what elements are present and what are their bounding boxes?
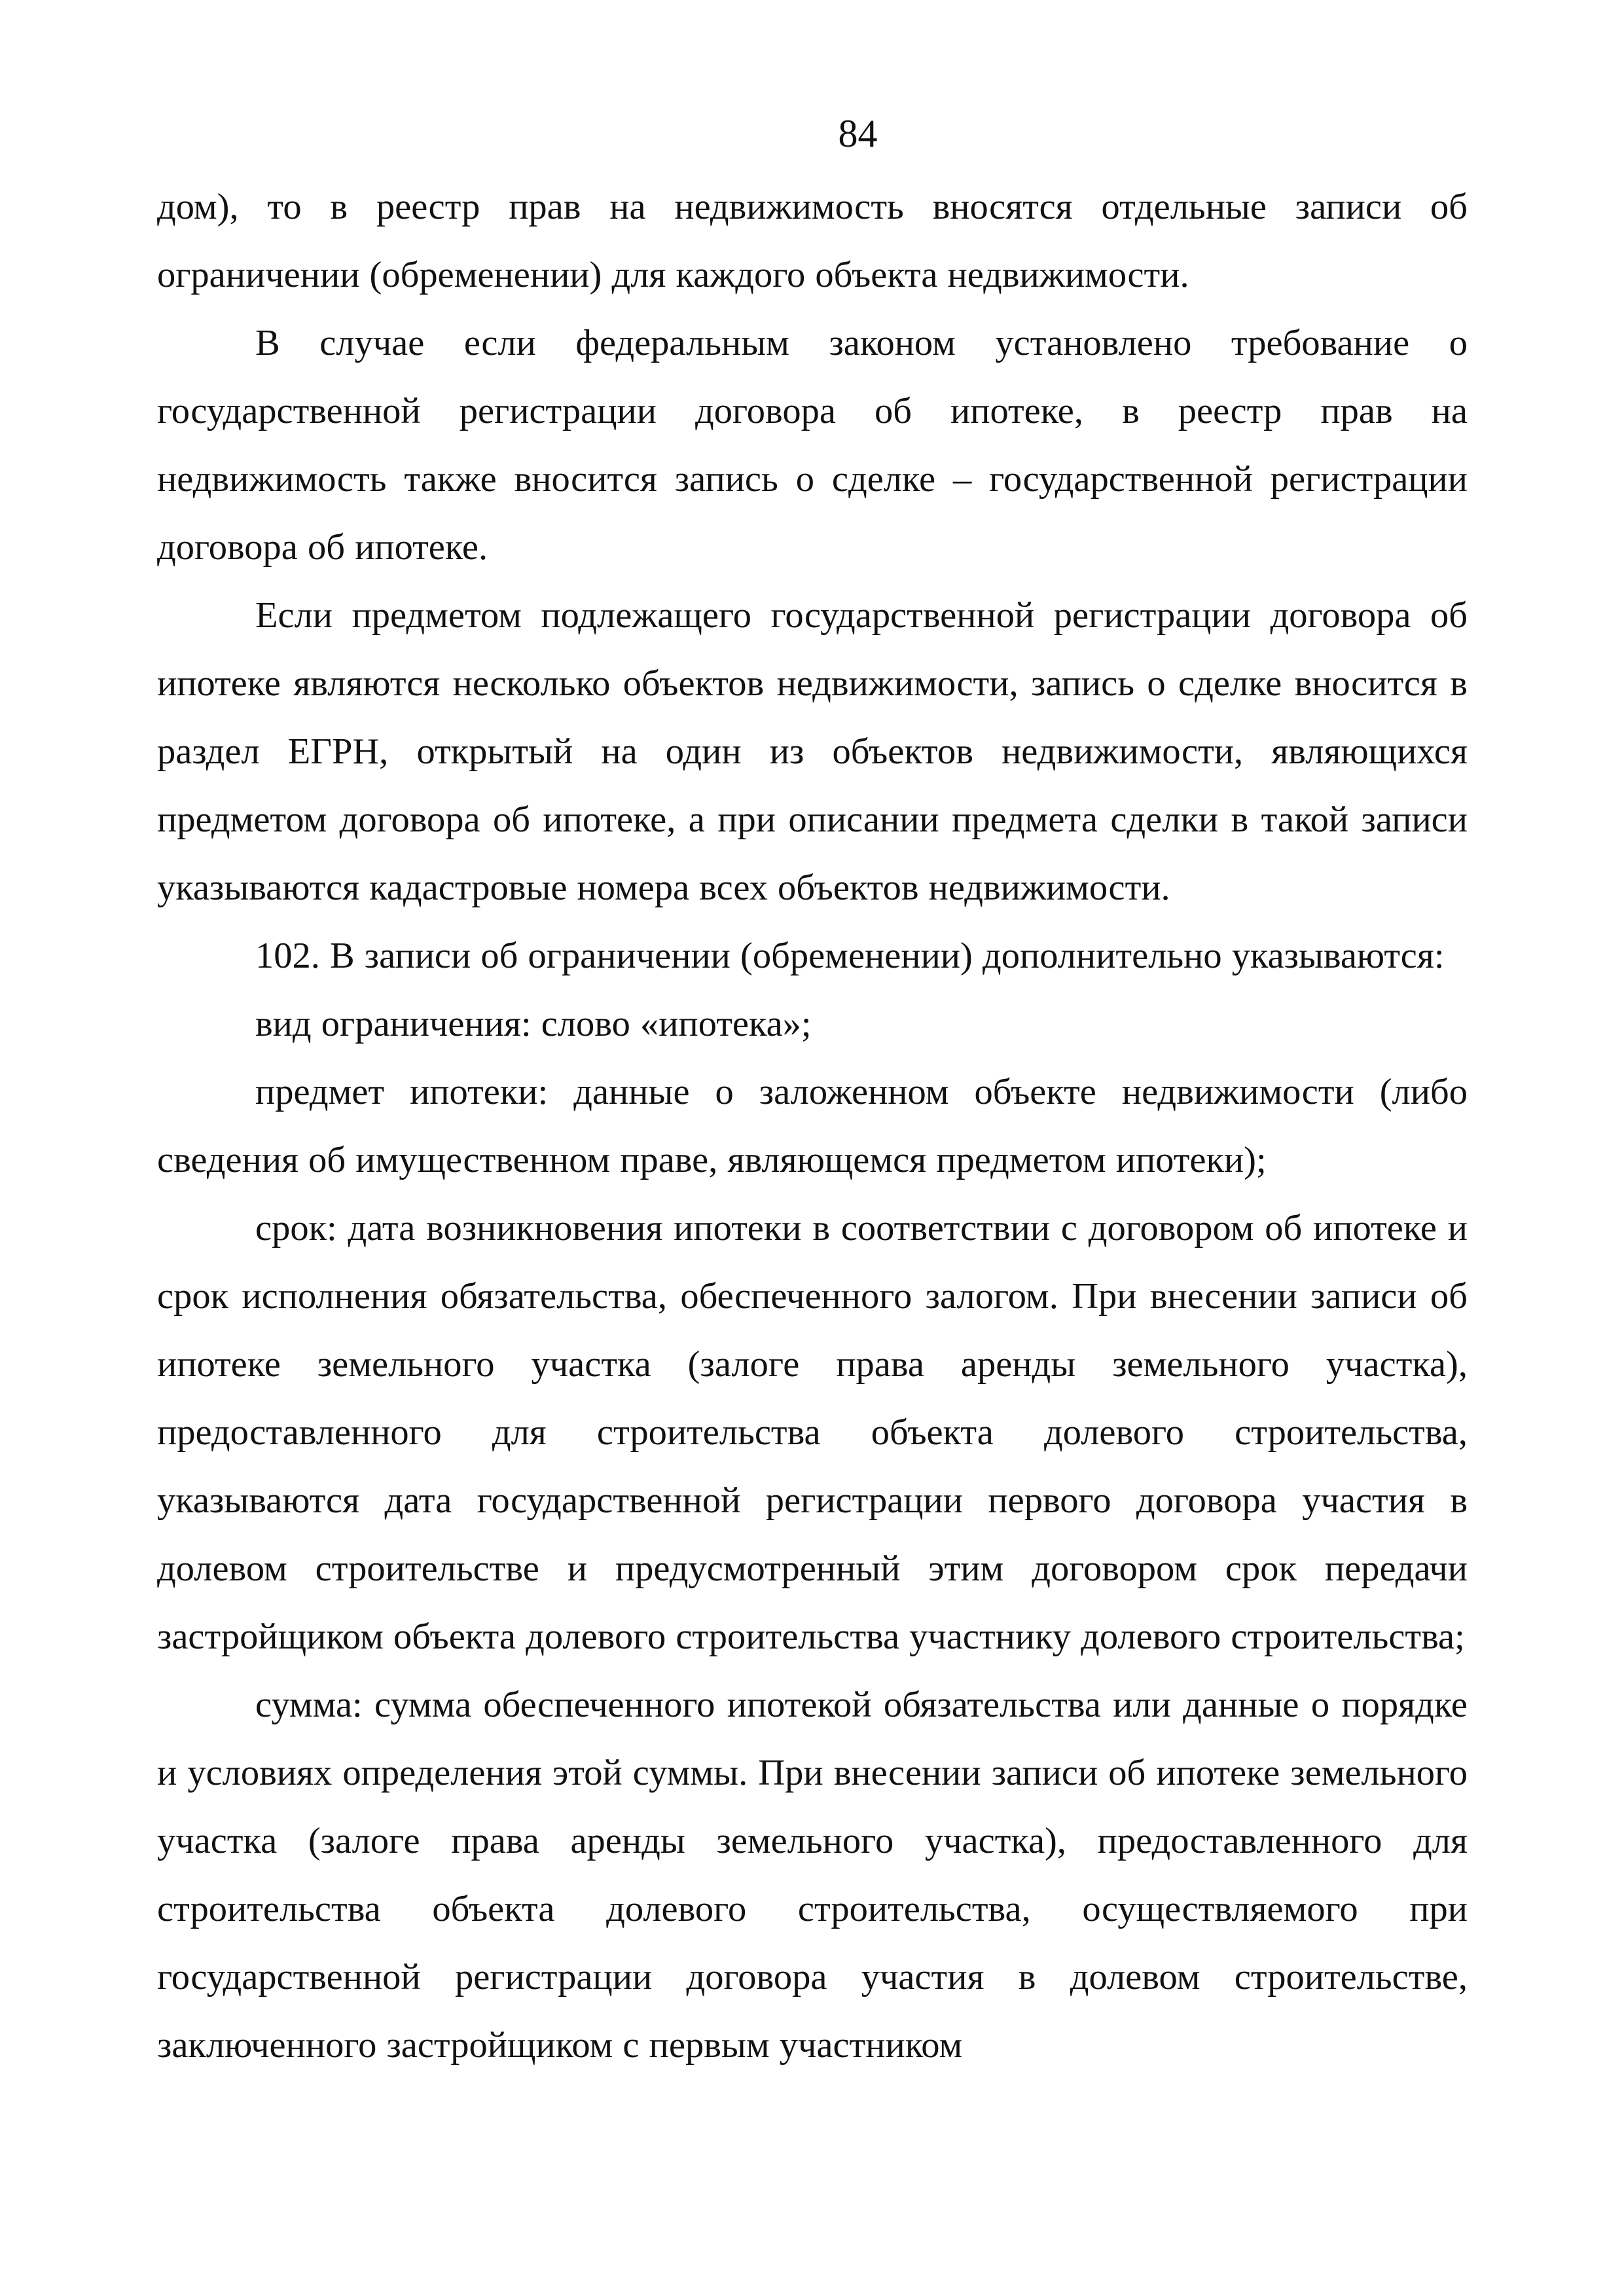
paragraph-amount: сумма: сумма обеспеченного ипотекой обязательства или данные о порядке и условиях определения этой суммы. При внесении записи об ипотеке земельного участка (залоге права аренды земельного участка), предоставленного для строительства объекта долевого строительства, осуществляемого при государственной регистрации договора участия в долевом строительстве, заключенного застройщиком с первым участником [157, 1685, 1468, 2066]
paragraph-mortgage-agreement-registration: В случае если федеральным законом установлено требование о государственной регистрации договора об ипотеке, в реестр прав на недвижимость также вносится запись о сделке – государственной регистрации договора об ипотеке. [157, 323, 1468, 568]
page-number: 84 [838, 112, 878, 155]
paragraph-term: срок: дата возникновения ипотеки в соответствии с договором об ипотеке и срок исполнения обязательства, обеспеченного залогом. При внесении записи об ипотеке земельного участка (залоге права аренды земельного участка), предоставленного для строительства объекта долевого строительства, указываются дата государственной регистрации первого договора участия в долевом строительстве и предусмотренный этим договором срок передачи застройщиком объекта долевого строительства участнику долевого строительства; [157, 1208, 1468, 1657]
paragraph-restriction-type: вид ограничения: слово «ипотека»; [255, 1004, 812, 1044]
paragraph-multiple-objects: Если предметом подлежащего государственной регистрации договора об ипотеке являются несколько объектов недвижимости, запись о сделке вносится в раздел ЕГРН, открытый на один из объектов недвижимости, являющихся предметом договора об ипотеке, а при описании предмета сделки в такой записи указываются кадастровые номера всех объектов недвижимости. [157, 595, 1468, 908]
paragraph-mortgage-subject: предмет ипотеки: данные о заложенном объекте недвижимости (либо сведения об имущественном праве, являющемся предметом ипотеки); [157, 1072, 1468, 1180]
paragraph-item-102: 102. В записи об ограничении (обременении) дополнительно указываются: [255, 936, 1445, 976]
document-body [157, 173, 1468, 2079]
paragraph-continuation: дом), то в реестр прав на недвижимость вносятся отдельные записи об ограничении (обременении) для каждого объекта недвижимости. [157, 187, 1468, 295]
